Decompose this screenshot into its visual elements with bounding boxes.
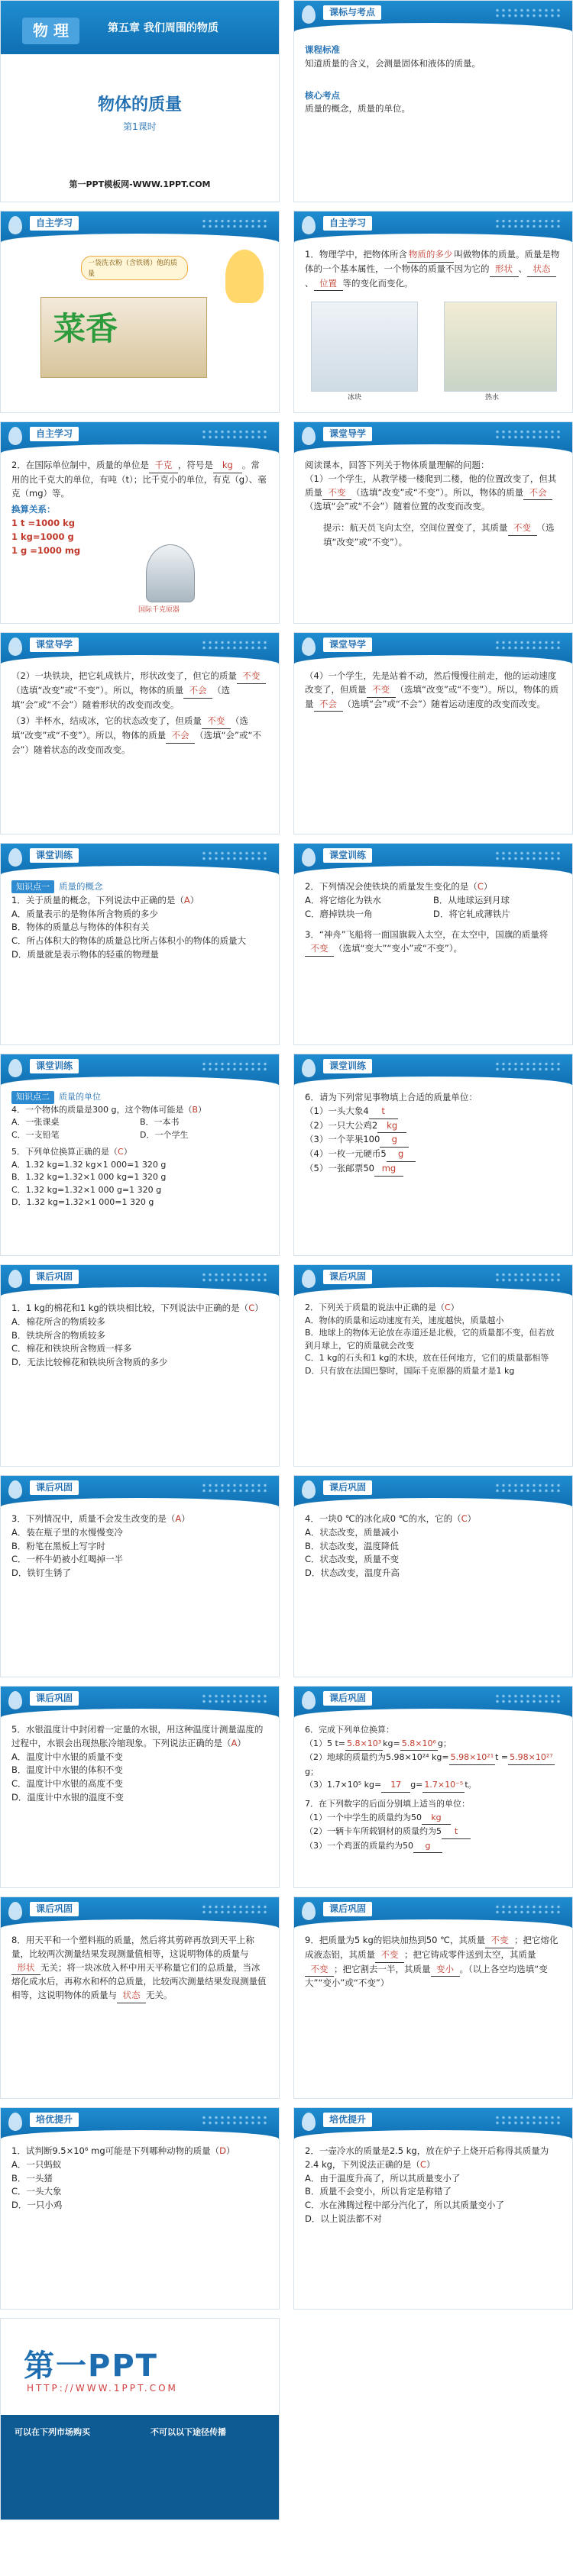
answer-blank[interactable]: 不变 <box>508 521 537 536</box>
option-item[interactable]: A．一张课桌 <box>11 1117 60 1127</box>
answer-text: A <box>175 1513 182 1524</box>
drop-icon <box>8 216 22 234</box>
key-text: 质量的概念，质量的单位。 <box>305 103 410 115</box>
slide-title: 课标与考点 <box>323 5 381 20</box>
drop-icon <box>302 2113 316 2131</box>
option-item[interactable]: A．物体的质量和运动速度有关，速度越快，质量越小 <box>305 1315 504 1325</box>
answer-blank[interactable]: 17 <box>381 1778 410 1793</box>
question-text: 知识点一 质量的概念 1．关于质量的概念，下列说法中正确的是（A） A．质量表示的是物体所含物质的多少 B．物体的质量总与物体的体积有关 C．所占体积大的物体的质量总比所占体积小的物体的质量大 D．质量就是表示物体的轻重的物理量 <box>1 876 279 967</box>
site-url[interactable]: HTTP://WWW.1PPT.COM <box>27 2383 178 2394</box>
answer-blank[interactable]: kg <box>422 1811 451 1825</box>
purchase-info: 可以在下列市场购买 <box>15 2427 90 2437</box>
answer-blank[interactable]: 1.7×10⁻⁵ <box>422 1778 465 1793</box>
slide-title: 课堂训练 <box>323 1059 372 1073</box>
slide-title: 课堂导学 <box>30 638 79 652</box>
option-item[interactable]: A．状态改变，质量减小 <box>305 1526 399 1538</box>
answer-blank[interactable]: mg <box>374 1162 403 1177</box>
slide-title: 自主学习 <box>323 216 372 231</box>
slide-title: 课堂导学 <box>323 427 372 441</box>
slide-advance-2[interactable] <box>293 2107 573 2310</box>
option-item[interactable]: C．温度计中水银的高度不变 <box>11 1778 124 1790</box>
answer-blank[interactable]: 不变 <box>305 1963 334 1977</box>
question-text: 知识点二 质量的单位 4．一个物体的质量是300 g，这个物体可能是（B） A．一张课桌 B．一本书 C．一支铅笔 D．一个学生 5．下列单位换算正确的是（C） A．1.32 kg=1.32 kg×1 000=1 320 g B．1.32 kg=1.32×1 000 kg=1 320 g C．1.32 kg=1.32×1 000 g=1 320 g D．1.32 kg=1.32×1 000=1 320 g <box>1 1086 279 1214</box>
answer-blank[interactable]: 不会 <box>314 698 343 712</box>
drop-icon <box>302 1059 316 1077</box>
option-item[interactable]: B．从地球运到月球 <box>433 894 510 905</box>
slide-title: 培优提升 <box>323 2113 372 2127</box>
answer-blank[interactable]: 不变 <box>305 942 334 957</box>
slide-practice-3[interactable] <box>0 1054 280 1256</box>
drop-icon <box>302 1480 316 1499</box>
answer-blank[interactable]: t <box>369 1105 398 1119</box>
drop-icon <box>302 5 316 24</box>
chapter-label: 第五章 我们周围的物质 <box>108 22 219 34</box>
question-text: 1．物理学中，把物体所含 物质的多少 叫做物体的质量。质量是物体的一个基本属性，一个物体的质量不因为它的 形状 、 状态、 位置 等的变化而变化。 <box>294 244 572 295</box>
detergent-box-image <box>40 297 207 378</box>
option-item[interactable]: A．一只蚂蚁 <box>11 2158 62 2170</box>
option-item[interactable]: B．状态改变，温度降低 <box>305 1540 399 1551</box>
site-label: 第一PPT模板网-WWW.1PPT.COM <box>69 179 211 189</box>
question-text: 2．下列关于质量的说法中正确的是（C） A．物体的质量和运动速度有关，速度越快，质量越小 B．地球上的物体无论放在赤道还是北极，它的质量都不变，但若放到月球上，它的质量就会改变 C．1 kg的石头和1 kg的木块，放在任何地方，它们的质量都相等 D．只有放在法国巴黎时，国际千克原器的质量才是1 kg <box>294 1297 572 1382</box>
option-item[interactable]: A．棉花所含的物质较多 <box>11 1315 105 1327</box>
question-text: 3．下列情况中，质量不会发生改变的是（A） A．装在瓶子里的水慢慢变冷 B．粉笔在黑板上写字时 C．一杯牛奶被小红喝掉一半 D．铁钉生锈了 <box>1 1508 279 1585</box>
ice-image <box>311 302 418 392</box>
question-text: 阅读课本，回答下列关于物体质量理解的问题： （1）一个学生，从教学楼一楼爬到二楼，他的位置改变了，但其质量 不变 （选填“改变”或“不变”）。所以，物体的质量 不会（选填“会”或“不会”）随着位置的改变而改变。 提示：航天员飞向太空，空间位置变了，其质量 不变 （选填“改变”或“不变”）。 <box>305 460 557 548</box>
drop-icon <box>302 427 316 445</box>
answer-blank[interactable]: t <box>442 1825 471 1839</box>
option-item[interactable]: B．一本书 <box>140 1117 180 1127</box>
answer-blank[interactable]: 变小 <box>431 1963 460 1977</box>
answer-blank[interactable]: 千克 <box>149 459 178 473</box>
drop-icon <box>8 1059 22 1077</box>
slide-advance-1[interactable] <box>0 2107 280 2310</box>
question-text: 2．下列情况会使铁块的质量发生变化的是（C） A．将它熔化为铁水 B．从地球运到月球 C．磨掉铁块一角 D．将它轧成薄铁片 3．“神舟”飞船将一面国旗载入太空，在太空中，国旗的质量将不变 （选填“变大”“变小”或“不变”）。 <box>294 876 572 961</box>
drop-icon <box>8 1480 22 1499</box>
slide-standards[interactable] <box>293 0 573 202</box>
option-item[interactable]: A．质量表示的是物体所含物质的多少 <box>11 908 158 919</box>
option-item[interactable]: D．铁钉生锈了 <box>11 1567 71 1579</box>
option-item[interactable]: C．一头大象 <box>11 2186 62 2197</box>
knowledge-tag: 知识点二 <box>11 1091 54 1104</box>
slide-title: 课堂训练 <box>323 848 372 863</box>
slide-practice-1[interactable] <box>0 843 280 1045</box>
slide-review-2[interactable] <box>293 1264 573 1467</box>
option-item[interactable]: C．1 kg的石头和1 kg的木块，放在任何地方，它们的质量都相等 <box>305 1353 549 1363</box>
answer-blank[interactable]: 不会 <box>183 684 212 699</box>
answer-text: C <box>118 1147 124 1157</box>
option-item[interactable]: C．1.32 kg=1.32×1 000 g=1 320 g <box>11 1184 162 1195</box>
brand-text: 菜香 <box>53 310 118 347</box>
slide-title: 课后巩固 <box>30 1270 79 1284</box>
slide-self-study-3[interactable] <box>0 421 280 624</box>
option-item[interactable]: D．只有放在法国巴黎时，国际千克原器的质量才是1 kg <box>305 1365 515 1376</box>
option-item[interactable]: D．一个学生 <box>140 1129 189 1140</box>
option-item[interactable]: B．物体的质量总与物体的体积有关 <box>11 922 150 933</box>
dots-decoration <box>494 8 563 18</box>
slide-title: 课后巩固 <box>30 1691 79 1706</box>
question-text: 2．在国际单位制中，质量的单位是 千克 ，符号是 kg 。常用的比千克大的单位，有吨（t）；比千克小的单位，有克（g）、毫克（mg）等。 换算关系： 1 t =1000 kg 1 kg=1000 g 1 g =1000 mg <box>1 454 279 563</box>
drop-icon <box>302 1270 316 1288</box>
slide-header <box>294 1 572 33</box>
answer-blank[interactable]: g <box>413 1839 442 1854</box>
drop-icon <box>8 638 22 656</box>
drop-icon <box>302 216 316 234</box>
answer-text: C <box>419 2158 426 2170</box>
answer-text: C <box>445 1303 451 1312</box>
answer-blank[interactable]: 5.98×10²⁷ <box>508 1751 555 1765</box>
option-item[interactable]: C．水在沸腾过程中部分汽化了，所以其质量变小了 <box>305 2200 505 2211</box>
drop-icon <box>302 848 316 867</box>
option-item[interactable]: B．一头猪 <box>11 2172 53 2184</box>
answer-blank[interactable]: 形状 <box>11 1961 40 1976</box>
slide-review-4[interactable] <box>293 1475 573 1677</box>
option-item[interactable]: C．棉花和铁块所含物质一样多 <box>11 1343 132 1354</box>
slide-guide-3[interactable] <box>293 632 573 834</box>
drop-icon <box>302 1902 316 1920</box>
answer-blank[interactable]: 不变 <box>485 1934 514 1948</box>
option-item[interactable]: D．以上说法都不对 <box>305 2213 382 2225</box>
answer-blank[interactable]: 位置 <box>314 277 343 292</box>
answer-blank[interactable]: 5.8×10³ <box>345 1737 383 1751</box>
answer-blank[interactable]: 不变 <box>202 715 231 729</box>
drop-icon <box>302 1691 316 1709</box>
answer-blank[interactable]: 不变 <box>367 683 396 698</box>
option-item[interactable]: C．所占体积大的物体的质量总比所占体积小的物体的质量大 <box>11 935 247 947</box>
answer-blank[interactable]: g <box>380 1133 409 1148</box>
key-heading: 核心考点 <box>305 89 340 101</box>
answer-blank[interactable]: 不会 <box>523 486 552 501</box>
option-item[interactable]: D．1.32 kg=1.32×1 000=1 320 g <box>11 1197 154 1207</box>
slide-practice-4[interactable] <box>293 1054 573 1256</box>
slide-self-study-2[interactable] <box>293 211 573 413</box>
slide-cover[interactable] <box>0 0 280 202</box>
slide-guide-2[interactable] <box>0 632 280 834</box>
standard-heading: 课程标准 <box>305 44 340 55</box>
speech-bubble: 一袋洗衣粉（含铁锈）他的质量 <box>81 256 188 280</box>
slide-title: 课堂导学 <box>323 638 372 652</box>
drop-icon <box>8 2113 22 2131</box>
slide-practice-2[interactable] <box>293 843 573 1045</box>
answer-text: B <box>192 1104 199 1115</box>
question-text: 4．一块0 ℃的冰化成0 ℃的水，它的（C） A．状态改变，质量减小 B．状态改变，温度降低 C．状态改变，质量不变 D．状态改变，温度升高 <box>294 1508 572 1585</box>
slide-title: 培优提升 <box>30 2113 79 2127</box>
option-item[interactable]: D．温度计中水银的温度不变 <box>11 1792 124 1803</box>
slide-title: 自主学习 <box>30 427 79 441</box>
question-text: 1．1 kg的棉花和1 kg的铁块相比较，下列说法中正确的是（C） A．棉花所含的物质较多 B．铁块所含的物质较多 C．棉花和铁块所含物质一样多 D．无法比较棉花和铁块所含物质的多少 <box>1 1297 279 1374</box>
brand-logo: 第一PPT <box>24 2348 158 2384</box>
slide-title: 课堂训练 <box>30 848 79 863</box>
option-item[interactable]: D．一只小鸡 <box>11 2200 63 2211</box>
answer-blank[interactable]: 状态 <box>117 1989 146 2003</box>
question-text: 2．一壶冷水的质量是2.5 kg，放在炉子上烧开后称得其质量为2.4 kg，下列说法正确的是（C） A．由于温度升高了，所以其质量变小了 B．质量不会变小，所以肯定是称错了 C．水在沸腾过程中部分汽化了，所以其质量变小了 D．以上说法都不对 <box>294 2140 572 2231</box>
slide-guide-1[interactable] <box>293 421 573 624</box>
slide-review-1[interactable] <box>0 1264 280 1467</box>
option-item[interactable]: D．质量就是表示物体的轻重的物理量 <box>11 949 159 960</box>
image-caption: 热水 <box>485 394 500 402</box>
option-item[interactable]: B．粉笔在黑板上写字时 <box>11 1540 105 1551</box>
option-item[interactable]: C．一杯牛奶被小红喝掉一半 <box>11 1554 124 1565</box>
drop-icon <box>302 638 316 656</box>
option-item[interactable]: A．1.32 kg=1.32 kg×1 000=1 320 g <box>11 1159 167 1170</box>
answer-blank[interactable]: 不变 <box>375 1948 404 1963</box>
option-item[interactable]: A．由于温度升高了，所以其质量变小了 <box>305 2172 461 2184</box>
answer-blank[interactable]: 不变 <box>322 486 351 501</box>
slide-review-8[interactable] <box>293 1896 573 2099</box>
conversion-heading: 换算关系： <box>11 504 56 515</box>
option-item[interactable]: D．无法比较棉花和铁块所含物质的多少 <box>11 1357 168 1368</box>
slide-review-5[interactable] <box>0 1686 280 1888</box>
lesson-label: 第1课时 <box>123 121 157 132</box>
answer-blank[interactable]: 状态 <box>527 263 556 277</box>
slide-self-study-1[interactable] <box>0 211 280 413</box>
answer-blank[interactable]: 不会 <box>166 729 195 744</box>
question-text: 5．水银温度计中封闭着一定量的水银，用这种温度计测量温度的过程中，水银会出现热胀冷缩现象。下列说法正确的是（A） A．温度计中水银的质量不变 B．温度计中水银的体积不变 C．温度计中水银的高度不变 D．温度计中水银的温度不变 <box>1 1719 279 1809</box>
answer-blank[interactable]: 5.98×10²¹ <box>449 1751 496 1765</box>
question-text: （2）一块铁块，把它轧成铁片，形状改变了，但它的质量 不变（选填“改变”或“不变”）。所以，物体的质量 不会 （选填“会”或“不会”）随着形状的改变而改变。 （3）半杯水，结成冰，它的状态改变了，但质量 不变 （选填“改变”或“不变”）。所以，物体的质量 不会 （选填“会”或“不会”）随着状态的改变而改变。 <box>1 665 279 762</box>
option-item[interactable]: C．磨掉铁块一角 <box>305 908 373 919</box>
image-caption: 冰块 <box>348 394 362 402</box>
page-title: 物体的质量 <box>97 95 182 115</box>
option-item[interactable]: B．铁块所含的物质较多 <box>11 1329 105 1341</box>
drop-icon <box>8 848 22 867</box>
question-text: 6．完成下列单位换算： （1）5 t= 5.8×10³ kg= 5.8×10⁶ g； （2）地球的质量约为5.98×10²⁴ kg= 5.98×10²¹ t = 5.98×10²⁷g； （3）1.7×10⁵ kg= 17 g= 1.7×10⁻⁵ t。 7．在下列数字的后面分别填上适当的单位： （1）一个中学生的质量约为50 kg （2）一辆卡车所载钢材的质量约为5 t （3）一个鸡蛋的质量约为50 g <box>294 1719 572 1858</box>
question-text: 6．请为下列常见事物填上合适的质量单位： （1）一头大象4 t （2）一只大公鸡2 kg （3）一个苹果100 g （4）一枚一元硬币5 g （5）一张邮票50 mg <box>294 1086 572 1181</box>
slide-review-6[interactable] <box>293 1686 573 1888</box>
answer-blank[interactable]: kg <box>213 459 242 473</box>
answer-blank[interactable]: 不变 <box>237 670 266 684</box>
subject-label: 物 理 <box>22 18 79 44</box>
cartoon-boy-icon <box>225 250 264 303</box>
option-item[interactable]: C．状态改变，质量不变 <box>305 1554 400 1565</box>
drop-icon <box>8 1902 22 1920</box>
question-text: （4）一个学生，先是站着不动，然后慢慢往前走，他的运动速度改变了，但质量 不变 （选填“改变”或“不变”）。所以，物体的质量 不会 （选填“会”或“不会”）随着运动速度的改变而改变。 <box>294 665 572 716</box>
slide-title: 自主学习 <box>30 216 79 231</box>
water-image <box>444 302 557 392</box>
option-item[interactable]: A．温度计中水银的质量不变 <box>11 1751 123 1762</box>
distribution-info: 不可以以下途径传播 <box>151 2427 226 2437</box>
option-item[interactable]: B．地球上的物体无论放在赤道还是北极，它的质量都不变，但若放到月球上，它的质量就会改变 <box>305 1328 555 1351</box>
answer-blank[interactable]: kg <box>377 1119 406 1134</box>
slide-review-3[interactable] <box>0 1475 280 1677</box>
option-item[interactable]: C．一支铅笔 <box>11 1129 60 1140</box>
answer-text: D <box>219 2145 226 2156</box>
option-item[interactable]: B．1.32 kg=1.32×1 000 kg=1 320 g <box>11 1172 167 1182</box>
answer-blank[interactable]: 形状 <box>490 263 519 277</box>
kilogram-prototype-image <box>146 544 195 602</box>
question-text: 8．用天平和一个塑料瓶的质量，然后将其剪碎再放到天平上称量，比较两次测量结果发现测量值相等，这说明物体的质量与形状 无关；将一块冰放入杯中用天平称量它们的总质量，当冰熔化成水后，再称水和杯的总质量，比较两次测量结果发现测量值相等，这说明物体的质量与 状态 无关。 <box>1 1929 279 2008</box>
drop-icon <box>8 427 22 445</box>
drop-icon <box>8 1691 22 1709</box>
slide-title: 课后巩固 <box>323 1691 372 1706</box>
slide-title: 课后巩固 <box>30 1902 79 1916</box>
standard-text: 知道质量的含义，会测量固体和液体的质量。 <box>305 57 481 69</box>
option-item[interactable]: A．将它熔化为铁水 <box>305 894 381 905</box>
option-item[interactable]: B．质量不会变小，所以肯定是称错了 <box>305 2186 452 2197</box>
slide-end[interactable] <box>0 2318 280 2520</box>
answer-text: C <box>461 1513 468 1524</box>
answer-blank[interactable]: 物质的多少 <box>407 248 455 263</box>
slide-title: 课后巩固 <box>323 1902 372 1916</box>
slide-title: 课后巩固 <box>30 1480 79 1495</box>
answer-text: A <box>231 1737 238 1748</box>
option-item[interactable]: D．将它轧成薄铁片 <box>433 908 510 919</box>
slide-title: 课后巩固 <box>323 1270 372 1284</box>
answer-text: C <box>248 1303 255 1313</box>
slide-title: 课后巩固 <box>323 1480 372 1495</box>
slide-review-7[interactable] <box>0 1896 280 2099</box>
slide-title: 课堂训练 <box>30 1059 79 1073</box>
answer-text: A <box>183 894 190 905</box>
answer-text: C <box>477 881 484 892</box>
answer-blank[interactable]: 5.8×10⁶ <box>400 1737 438 1751</box>
drop-icon <box>8 1270 22 1288</box>
option-item[interactable]: A．装在瓶子里的水慢慢变冷 <box>11 1526 123 1538</box>
option-item[interactable]: D．状态改变，温度升高 <box>305 1567 400 1579</box>
question-text: 9．把质量为5 kg的铝块加热到50 ℃，其质量 不变 ；把它熔化成液态铝，其质量 不变 ；把它铸成零件送到太空，其质量不变 ；把它割去一半，其质量 变小 。（以上各空均选填“变大”“变小”或“不变”） <box>305 1935 558 1989</box>
question-text: 1．试判断9.5×10⁶ mg可能是下列哪种动物的质量（D） A．一只蚂蚁 B．一头猪 C．一头大象 D．一只小鸡 <box>1 2140 279 2217</box>
option-item[interactable]: B．温度计中水银的体积不变 <box>11 1764 123 1776</box>
knowledge-tag: 知识点一 <box>11 880 54 893</box>
image-caption: 国际千克原器 <box>138 606 180 614</box>
answer-blank[interactable]: g <box>387 1148 416 1162</box>
